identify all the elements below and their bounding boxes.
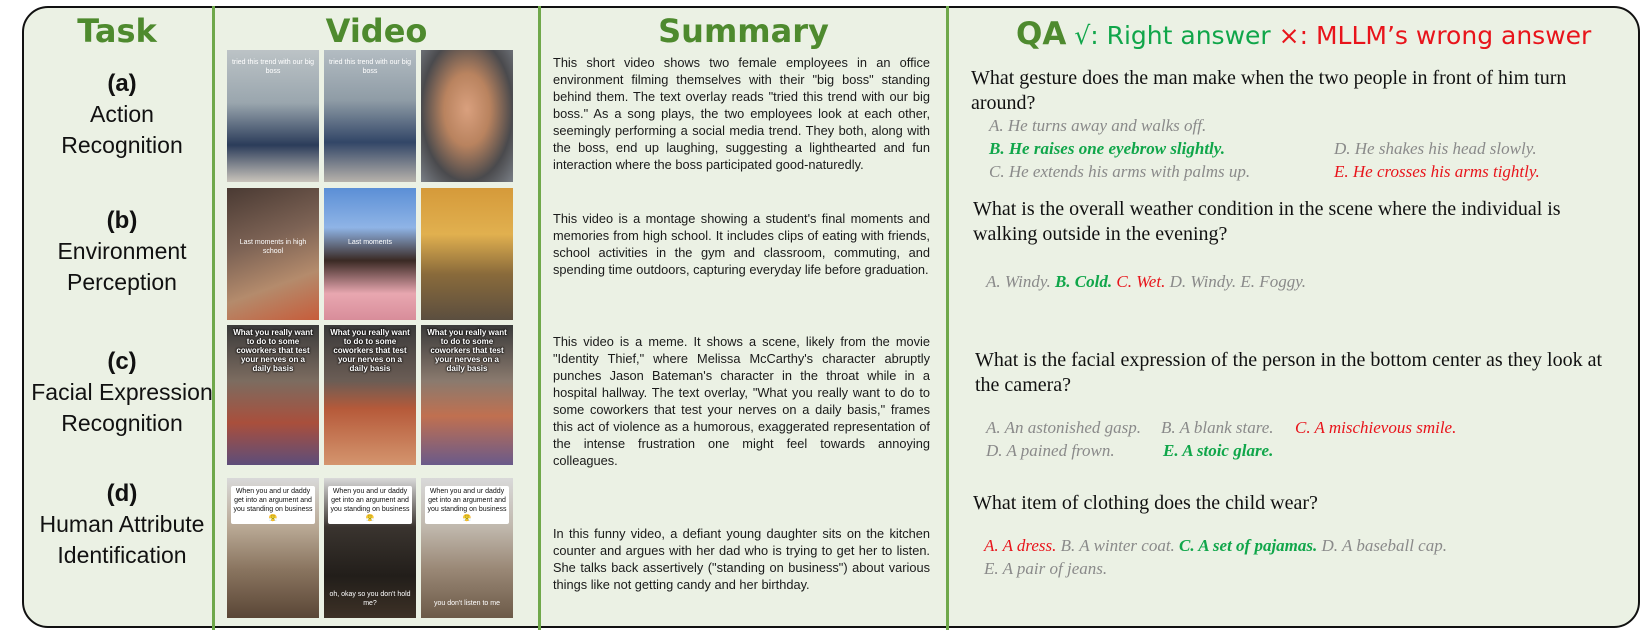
legend-wrong-answer: ×: MLLM’s wrong answer bbox=[1278, 21, 1592, 50]
option-a-C: C. He extends his arms with palms up. bbox=[989, 162, 1251, 181]
frame-caption: What you really want to do to some coworkers that test your nerves on a daily basis bbox=[330, 328, 410, 373]
question-c: What is the facial expression of the person in the bottom center as they look at the camera? bbox=[975, 349, 1603, 396]
options-c bbox=[986, 416, 1626, 464]
frame-subtitle: you don't listen to me bbox=[434, 600, 500, 607]
option-b-A: A. Windy. bbox=[986, 272, 1051, 291]
video-frames-c bbox=[225, 325, 527, 457]
video-frames-a bbox=[225, 50, 527, 182]
question-a: What gesture does the man make when the two people in front of him turn around? bbox=[971, 67, 1567, 114]
video-frame bbox=[421, 325, 513, 465]
option-b-B-right: B. Cold. bbox=[1054, 272, 1113, 291]
option-a-A: A. He turns away and walks off. bbox=[989, 116, 1207, 135]
task-name-line1: Action bbox=[90, 101, 154, 127]
option-c-C-wrong: C. A mischievous smile. bbox=[1295, 418, 1457, 437]
video-frame bbox=[324, 188, 416, 320]
video-frame bbox=[421, 50, 513, 182]
options-b bbox=[986, 270, 1626, 296]
frame-caption: tried this trend with our big boss bbox=[231, 59, 315, 75]
options-a bbox=[989, 114, 1629, 184]
legend-right-answer: √: Right answer bbox=[1074, 21, 1271, 50]
frame-caption: What you really want to do to some coworkers that test your nerves on a daily basis bbox=[233, 328, 313, 373]
video-frame bbox=[227, 325, 319, 465]
option-d-B: B. A winter coat. bbox=[1060, 536, 1175, 555]
task-name-line2: Recognition bbox=[61, 132, 183, 158]
task-label-c bbox=[22, 346, 222, 439]
summary-a: This short video shows two female employees in an office environment filming themselves with their "big boss" standing behind them. The text overlay reads "tried this trend with our big boss." As a song plays, the two employees look at each other, seemingly performing a social media trend. They both, along with the boss, end up laughing, suggesting a lighthearted and fun interaction where the boss participated good-naturedly. bbox=[553, 55, 930, 172]
option-b-E: E. Foggy. bbox=[1240, 272, 1307, 291]
video-frame bbox=[227, 188, 319, 320]
options-d bbox=[984, 534, 1624, 582]
option-a-B-right: B. He raises one eyebrow slightly. bbox=[989, 139, 1225, 158]
video-frame bbox=[227, 478, 319, 618]
video-frame bbox=[227, 50, 319, 182]
task-name-line2: Perception bbox=[67, 269, 177, 295]
video-frame bbox=[421, 478, 513, 618]
option-d-A-wrong: A. A dress. bbox=[984, 536, 1057, 555]
frame-caption: When you and ur daddy get into an argument and you standing on business 😤 bbox=[328, 486, 412, 524]
frame-caption: When you and ur daddy get into an argument and you standing on business 😤 bbox=[425, 486, 509, 524]
task-name-line2: Identification bbox=[57, 542, 187, 568]
task-name-line2: Recognition bbox=[61, 410, 183, 436]
header-video: Video bbox=[325, 12, 428, 50]
option-a-E-wrong: E. He crosses his arms tightly. bbox=[1334, 162, 1540, 181]
summary-b: This video is a montage showing a student's final moments and memories from high school. It includes clips of eating with friends, school activities in the gym and classroom, commuting, and spending time outdoors, capturing everyday life before graduation. bbox=[553, 211, 930, 277]
option-d-row1 bbox=[984, 534, 1447, 557]
question-b: What is the overall weather condition in the scene where the individual is walking outside in the evening? bbox=[973, 198, 1561, 245]
task-letter: (d) bbox=[106, 480, 138, 507]
video-frame bbox=[324, 478, 416, 618]
task-letter: (a) bbox=[107, 70, 137, 97]
video-frame bbox=[324, 50, 416, 182]
divider-summary-qa bbox=[946, 6, 949, 630]
option-b-C-wrong: C. Wet. bbox=[1116, 272, 1166, 291]
option-c-A: A. An astonished gasp. bbox=[986, 418, 1142, 437]
header-task: Task bbox=[77, 12, 157, 50]
summary-c: This video is a meme. It shows a scene, likely from the movie "Identity Thief," where Melissa McCarthy's character abruptly punches Jason Bateman's character in the throat while in a hospital hallway. The text overlay, "What you really want to do to some coworkers that test your nerves on a daily basis," frames this act of violence as a humorous, exaggerated representation of the intense frustration one might feel towards annoying colleagues. bbox=[553, 334, 930, 468]
frame-subtitle: oh, okay so you don't hold me? bbox=[329, 591, 411, 607]
question-d: What item of clothing does the child wear? bbox=[973, 492, 1318, 514]
video-frames-b bbox=[225, 188, 527, 320]
task-label-a bbox=[22, 68, 222, 161]
header-summary: Summary bbox=[658, 12, 829, 50]
divider-video-summary bbox=[538, 6, 541, 630]
task-letter: (b) bbox=[106, 207, 138, 234]
summary-d: In this funny video, a defiant young daughter sits on the kitchen counter and argues with her dad who is trying to get her to listen. She talks back assertively ("standing on business") about various things like not getting candy and her birthday. bbox=[553, 526, 930, 592]
option-c-E-right: E. A stoic glare. bbox=[1163, 441, 1274, 460]
option-d-E: E. A pair of jeans. bbox=[984, 559, 1108, 578]
header-qa-label: QA bbox=[1016, 16, 1067, 52]
option-c-B: B. A blank stare. bbox=[1161, 418, 1274, 437]
task-label-b bbox=[22, 205, 222, 298]
header-qa bbox=[1016, 16, 1636, 52]
frame-caption: When you and ur daddy get into an argument and you standing on business 😤 bbox=[231, 486, 315, 524]
option-b-D: D. Windy. bbox=[1169, 272, 1237, 291]
video-frame bbox=[324, 325, 416, 465]
video-frame bbox=[421, 188, 513, 320]
frame-caption: Last moments bbox=[348, 239, 392, 246]
frame-caption: Last moments in high school bbox=[239, 239, 307, 255]
task-letter: (c) bbox=[107, 348, 137, 375]
task-label-d bbox=[22, 478, 222, 571]
task-name-line1: Human Attribute bbox=[39, 511, 205, 537]
frame-caption: What you really want to do to some coworkers that test your nerves on a daily basis bbox=[427, 328, 507, 373]
task-name-line1: Environment bbox=[57, 238, 187, 264]
option-d-C-right: C. A set of pajamas. bbox=[1179, 536, 1318, 555]
option-a-D: D. He shakes his head slowly. bbox=[1334, 139, 1537, 158]
frame-caption: tried this trend with our big boss bbox=[328, 59, 412, 75]
video-frames-d bbox=[225, 478, 527, 610]
option-c-D: D. A pained frown. bbox=[986, 441, 1115, 460]
task-name-line1: Facial Expression bbox=[31, 379, 213, 405]
option-d-D: D. A baseball cap. bbox=[1321, 536, 1447, 555]
